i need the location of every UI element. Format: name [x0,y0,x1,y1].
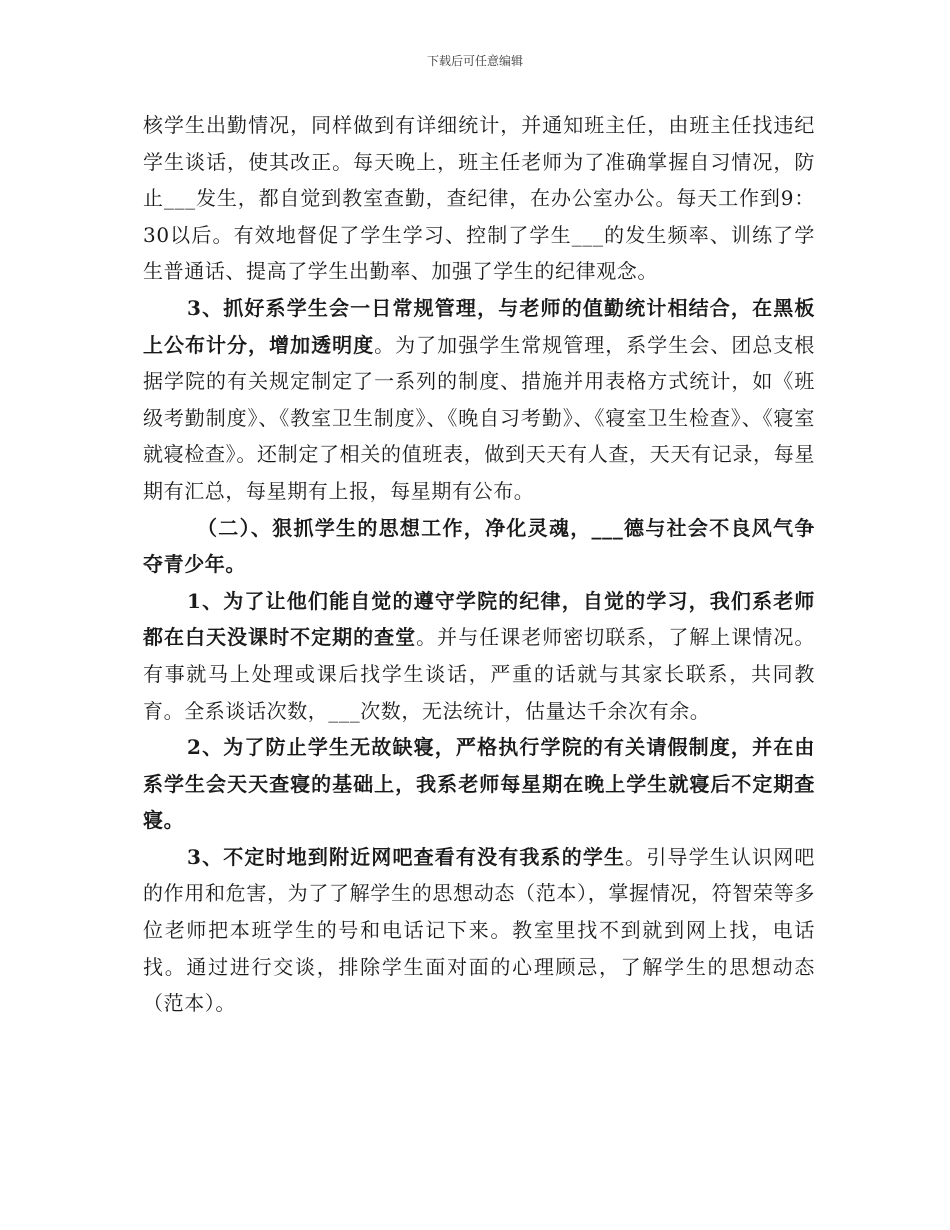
paragraph-2-bold: 3、抓好系学生会一日常规管理，与老师的值勤统计相结合，在黑板上公布计分，增加透明度 [143,295,815,357]
paragraph-6-text: 。引导学生认识网吧的作用和危害，为了了解学生的思想动态（范本），掌握情况，符智荣等多位老师把本班学生的号和电话记下来。教室里找不到就到网上找，电话找。通过进行交谈，排除学生面对面的心理顾忌，了解学生的思想动态（范本）。 [143,844,816,1016]
paragraph-5 [143,729,815,839]
paragraph-3 [143,510,815,583]
page-header: 下载后可任意编辑 [426,54,523,68]
paragraph-4 [143,583,815,729]
paragraph-2 [143,290,815,510]
paragraph-6 [143,839,815,1022]
paragraph-4-text: 。并与任课老师密切联系，了解上课情况。有事就马上处理或课后找学生谈话，严重的话就与其家长联系，共同教育。全系谈话次数，___次数，无法统计，估量达千余次有余。 [143,625,815,723]
paragraph-3-bold: （二）、狠抓学生的思想工作，净化灵魂，___德与社会不良风气争夺青少年。 [143,515,815,577]
paragraph-4-bold: 1、为了让他们能自觉的遵守学院的纪律，自觉的学习，我们系老师都在白天没课时不定期的查堂 [143,588,815,650]
paragraph-2-text: 。为了加强学生常规管理，系学生会、团总支根据学院的有关规定制定了一系列的制度、措施并用表格方式统计，如《班级考勤制度》、《教室卫生制度》、《晚自习考勤》、《寝室卫生检查》、《寝室就寝检查》。还制定了相关的值班表，做到天天有人查，天天有记录，每星期有汇总，每星期有上报，每星期有公布。 [143,332,815,503]
paragraph-1 [143,107,815,290]
document-body [143,107,815,1022]
paragraph-5-bold: 2、为了防止学生无故缺寝，严格执行学院的有关请假制度，并在由系学生会天天查寝的基础上，我系老师每星期在晚上学生就寝后不定期查寝。 [143,735,815,833]
paragraph-6-bold: 3、不定时地到附近网吧查看有没有我系的学生 [187,844,626,869]
paragraph-1-text: 核学生出勤情况，同样做到有详细统计，并通知班主任，由班主任找违纪学生谈话，使其改正。每天晚上，班主任老师为了准确掌握自习情况，防止___发生，都自觉到教室查勤，查纪律，在办公室办公。每天工作到9：30以后。有效地督促了学生学习、控制了学生___的发生频率、训练了学生普通话、提高了学生出勤率、加强了学生的纪律观念。 [143,113,815,284]
